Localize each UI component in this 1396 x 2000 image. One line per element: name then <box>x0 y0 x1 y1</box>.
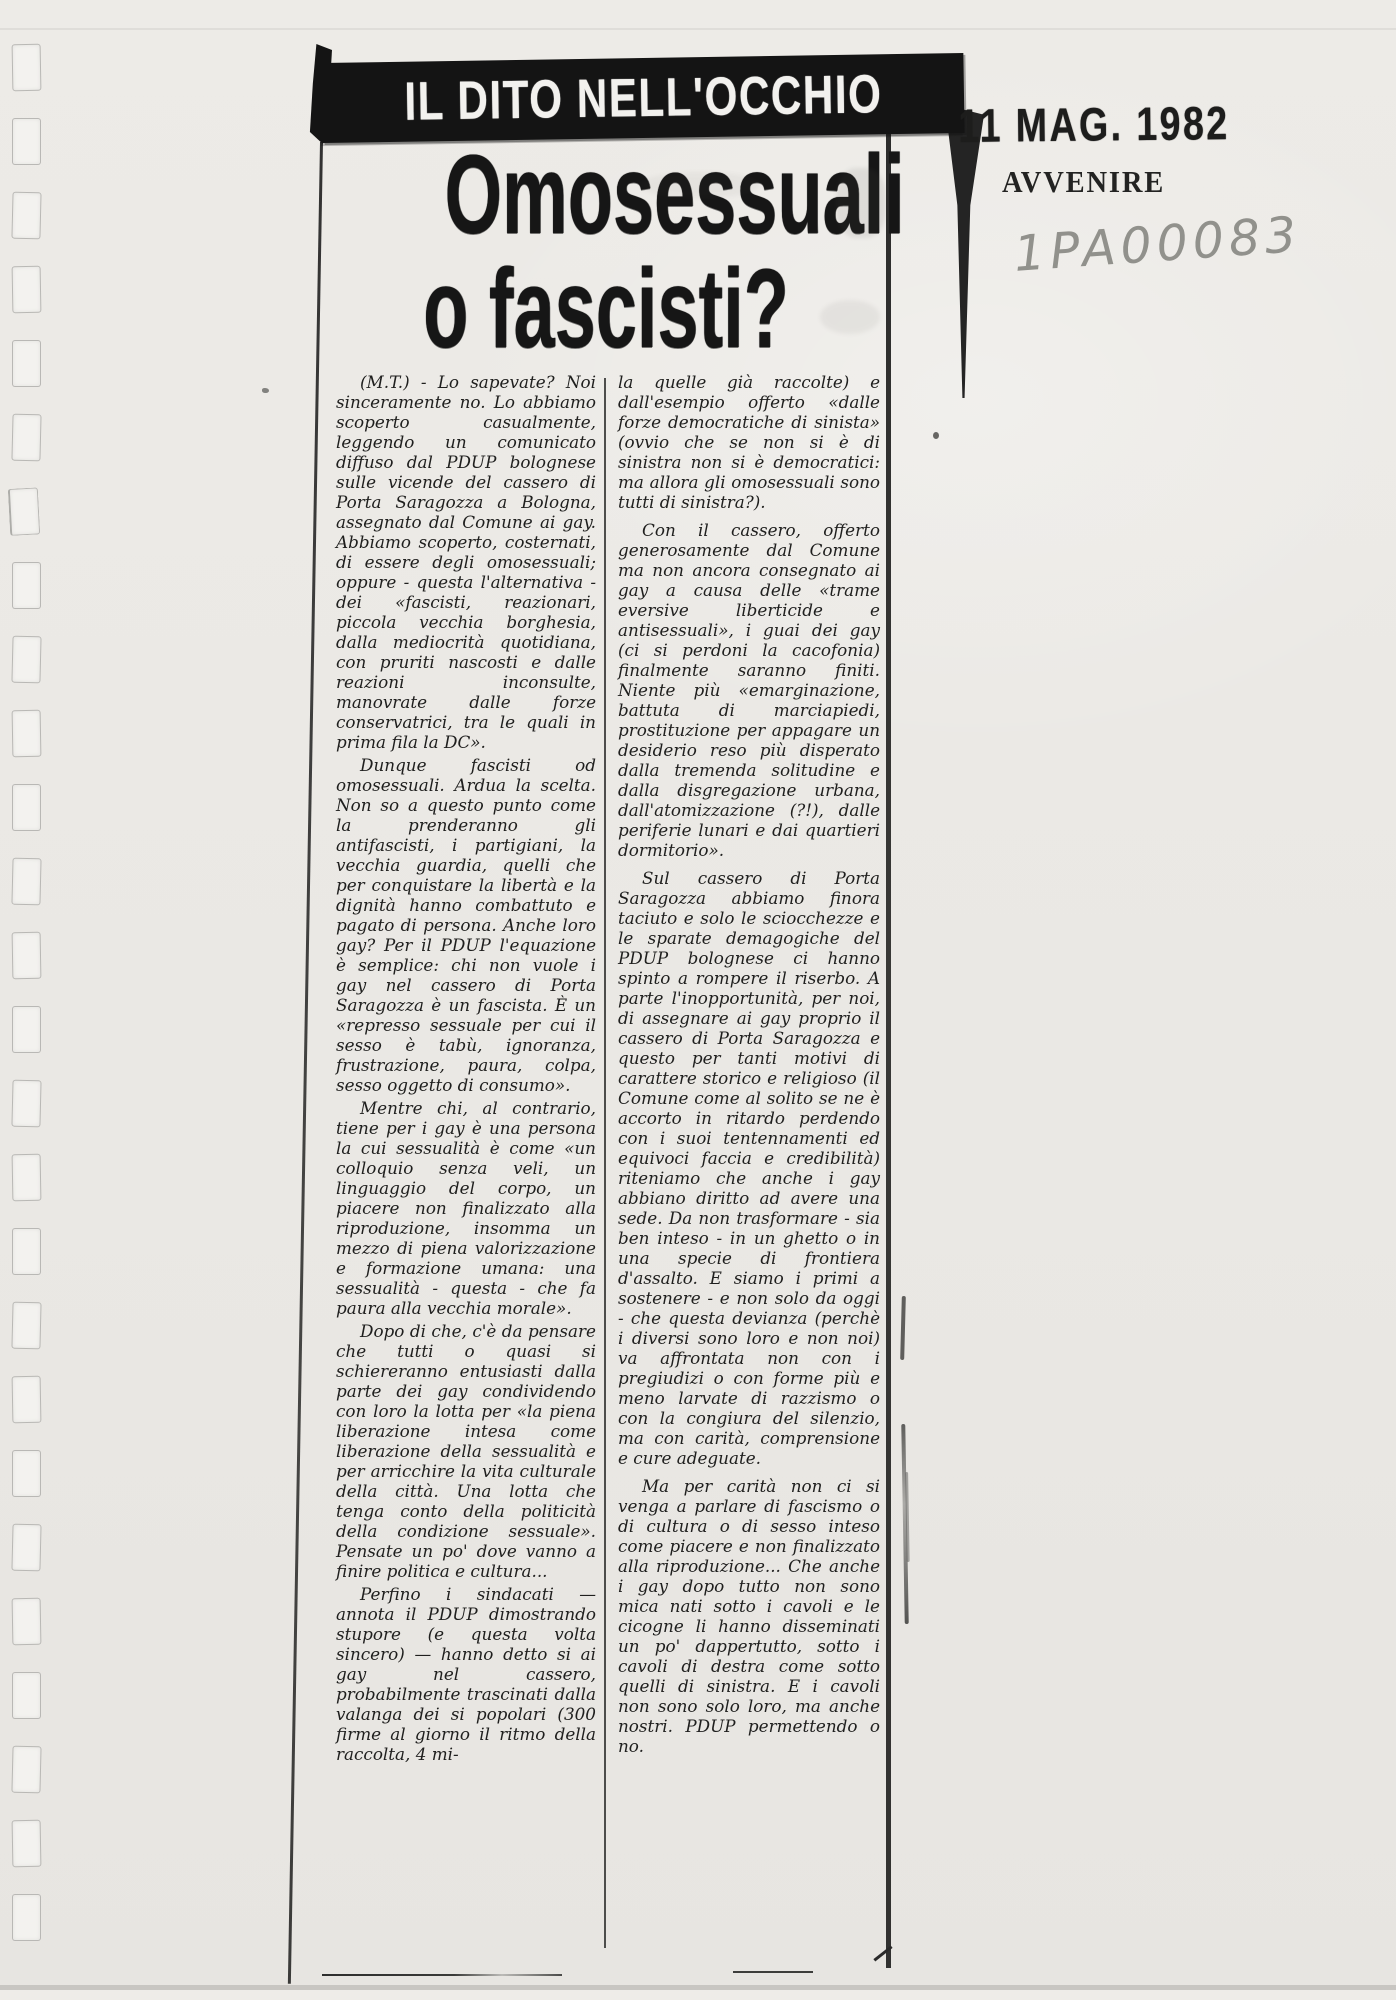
pen-mark <box>900 1296 906 1360</box>
binding-hole <box>11 1746 41 1794</box>
binding-hole <box>12 1006 41 1053</box>
article-paragraph: Dunque fascisti od omosessuali. Ardua la scelta. Non so a questo punto come la prenderanno gli antifascisti, i partigiani, la vecchia guardia, quelli che per conquistare la libertà e la dignità hanno combattuto e pagato di persona. Anche loro gay? Per il PDUP l'equazione è semplice: chi non vuole i gay nel cassero di Porta Saragozza è un fascista. È un «represso sessuale per cui il sesso è tabù, ignoranza, frustrazione, paura, colpa, sesso oggetto di consumo». <box>336 755 596 1095</box>
ink-speck <box>933 432 939 439</box>
kicker-banner <box>321 53 964 143</box>
column-divider <box>604 378 606 1948</box>
binding-hole <box>12 1154 42 1201</box>
binding-hole <box>12 1228 41 1275</box>
binding-hole <box>11 1524 41 1572</box>
ink-smudge <box>836 168 886 238</box>
handwritten-code: 1PA00083 <box>1012 205 1303 283</box>
clipping-left-border <box>288 142 323 1984</box>
footer-rule-left <box>322 1974 562 1976</box>
clipping-right-border <box>886 128 891 1968</box>
article-column-left <box>336 372 596 1764</box>
binding-hole <box>11 1302 41 1350</box>
scan-edge-line <box>0 28 1396 30</box>
binding-hole <box>12 784 41 831</box>
binding-hole <box>12 340 41 387</box>
article-paragraph: Perfino i sindacati — annota il PDUP dimostrando stupore (e questa volta sincero) — hanno detto si ai gay nel cassero, probabilmente trascinati dalla valanga dei si popolari (300 firme al giorno il ritmo della raccolta, 4 mi- <box>336 1584 596 1764</box>
source-stamp: AVVENIRE <box>1002 164 1166 199</box>
article-paragraph: Con il cassero, offerto generosamente dal Comune ma non ancora consegnato ai gay a causa delle «trame eversive liberticide e antisessuali», i guai dei gay (ci si perdoni la cacofonia) finalmente saranno finiti. Niente più «emarginazione, battuta di marciapiedi, prostituzione per appagare un desiderio reso più disperato dalla tremenda solitudine e dalla disgregazione urbana, dall'atomizzazione (?!), dalle periferie lunari e dai quartieri dormitorio». <box>618 520 880 860</box>
binding-hole <box>12 1894 41 1941</box>
article-paragraph: (M.T.) - Lo sapevate? Noi sinceramente no. Lo abbiamo scoperto casualmente, leggendo un comunicato diffuso dal PDUP bolognese sulle vicende del cassero di Porta Saragozza a Bologna, assegnato dal Comune ai gay. Abbiamo scoperto, costernati, di essere degli omosessuali; oppure - questa l'alternativa - dei «fascisti, reazionari, piccola vecchia borghesia, dalla mediocrità quotidiana, con pruriti nascosti e dalle reazioni inconsulte, manovrate dalle forze conservatrici, tra le quali in prima fila la DC». <box>336 372 596 752</box>
binding-hole <box>12 932 42 979</box>
article-paragraph: Ma per carità non ci si venga a parlare di fascismo o di cultura o di sesso inteso come piacere e non finalizzato alla riproduzione... Che anche i gay dopo tutto non sono mica nati sotto i cavoli e le cicogne li hanno disseminati un po' dappertutto, sotto i cavoli di destra come sotto quelli di sinistra. E i cavoli non sono solo loro, ma anche nostri. PDUP permettendo o no. <box>618 1476 880 1756</box>
binding-hole <box>11 1080 41 1128</box>
binding-hole <box>12 710 42 757</box>
ink-speck <box>262 388 269 393</box>
pen-mark <box>901 1424 908 1624</box>
date-stamp: 11 MAG. 1982 <box>958 96 1230 152</box>
binding-hole <box>12 562 41 609</box>
kicker-label: IL DITO NELL'OCCHIO <box>403 64 883 132</box>
binding-hole <box>12 1376 42 1423</box>
binding-hole <box>12 1450 41 1497</box>
article-title-line-2: o fascisti? <box>423 246 789 371</box>
ink-smudge <box>640 172 760 198</box>
binding-hole <box>12 44 42 91</box>
binding-holes <box>10 44 50 1974</box>
binding-hole <box>11 858 41 906</box>
ink-speck <box>690 418 694 422</box>
article-title-line-1: Omosessuali <box>444 132 905 257</box>
article-paragraph: la quelle già raccolte) e dall'esempio offerto «dalle forze democratiche di sinista» (ovvio che se non si è di sinistra non si è democratici: ma allora gli omosessuali sono tutti di sinistra?). <box>618 372 880 512</box>
article-paragraph: Dopo di che, c'è da pensare che tutti o quasi si schiereranno entusiasti dalla parte dei gay condividendo con loro la lotta per «la piena liberazione intesa come liberazione della sessualità e per arricchire la vita culturale della città. Una lotta che tenga conto della politicità della condizione sessuale». Pensate un po' dove vanno a finire politica e cultura... <box>336 1321 596 1581</box>
binding-hole <box>12 1598 42 1645</box>
article-column-right <box>618 372 880 1756</box>
binding-hole <box>12 1820 42 1867</box>
ink-smudge <box>820 300 880 334</box>
article-paragraph: Mentre chi, al contrario, tiene per i gay è una persona la cui sessualità è come «un colloquio senza veli, un linguaggio del corpo, un piacere non finalizzato alla riproduzione, insomma un mezzo di piena valorizzazione e formazione umana: una sessualità - questa - che fa paura alla vecchia morale». <box>336 1098 596 1318</box>
article-paragraph: Sul cassero di Porta Saragozza abbiamo finora taciuto e solo le sciocchezze e le sparate demagogiche del PDUP bolognese ci hanno spinto a rompere il riserbo. A parte l'inopportunità, per noi, di assegnare ai gay proprio il cassero di Porta Saragozza e questo per tanti motivi di carattere storico e religioso (il Comune come al solito se ne è accorto in ritardo perdendo con i suoi tentennamenti ed equivoci faccia e credibilità) riteniamo che anche i gay abbiano diritto ad avere una sede. Da non trasformare - sia ben inteso - in un ghetto o in una specie di frontiera d'assalto. E siamo i primi a sostenere - e non solo da oggi - che questa devianza (perchè i diversi sono loro e non noi) va affrontata non con i pregiudizi o con forme più e meno larvate di razzismo o con la congiura del silenzio, ma con carità, comprensione e cure adeguate. <box>618 868 880 1468</box>
binding-hole <box>8 487 40 536</box>
binding-hole <box>12 266 42 313</box>
binding-hole <box>12 1672 41 1719</box>
binding-hole <box>12 118 41 165</box>
binding-hole <box>11 192 41 240</box>
binding-hole <box>11 414 41 462</box>
footer-rule-right <box>733 1971 813 1973</box>
scan-edge-band <box>0 1990 1396 2000</box>
binding-hole <box>11 636 41 684</box>
